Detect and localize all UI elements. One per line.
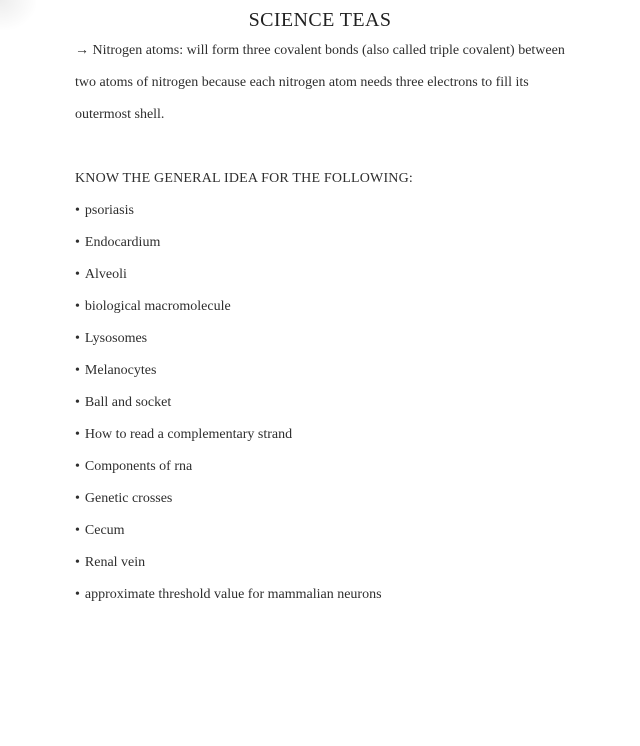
bullet-marker: •	[75, 459, 80, 474]
list-item-label: Cecum	[84, 523, 125, 538]
section-heading: KNOW THE GENERAL IDEA FOR THE FOLLOWING:	[75, 171, 414, 186]
list-item-label: psoriasis	[84, 203, 134, 218]
paragraph-line: outermost shell.	[75, 107, 165, 122]
list-item	[75, 227, 585, 259]
list-item	[75, 323, 585, 355]
list-item	[75, 291, 585, 323]
bullet-marker: •	[75, 299, 80, 314]
list-item	[75, 547, 585, 579]
bullet-marker: •	[75, 203, 80, 218]
list-item	[75, 419, 585, 451]
bullet-marker: •	[75, 363, 80, 378]
bullet-marker: •	[75, 331, 80, 346]
list-item-label: Genetic crosses	[84, 491, 173, 506]
list-item	[75, 515, 585, 547]
page-title: SCIENCE TEAS	[248, 9, 392, 31]
list-item-label: biological macromolecule	[84, 299, 231, 314]
bullet-marker: •	[75, 395, 80, 410]
bullet-marker: •	[75, 491, 80, 506]
paragraph-line: → Nitrogen atoms: will form three covalent bonds (also called triple covalent) between	[75, 43, 565, 58]
list-item-label: approximate threshold value for mammalian neurons	[84, 587, 382, 602]
list-item-label: Components of rna	[84, 459, 193, 474]
list-item-label: Alveoli	[84, 267, 127, 282]
list-item-label: Melanocytes	[84, 363, 157, 378]
list-item	[75, 355, 585, 387]
list-item-label: Renal vein	[84, 555, 146, 570]
nitrogen-paragraph	[75, 35, 585, 131]
list-item-label: Endocardium	[84, 235, 161, 250]
bullet-marker: •	[75, 267, 80, 282]
list-item	[75, 579, 585, 611]
list-item	[75, 259, 585, 291]
paragraph-line: two atoms of nitrogen because each nitrogen atom needs three electrons to fill its	[75, 75, 529, 90]
list-item-label: Lysosomes	[84, 331, 148, 346]
list-item-label: Ball and socket	[84, 395, 172, 410]
bullet-marker: •	[75, 235, 80, 250]
list-item	[75, 387, 585, 419]
document-body	[75, 35, 585, 611]
bullet-marker: •	[75, 427, 80, 442]
list-item	[75, 451, 585, 483]
list-item	[75, 483, 585, 515]
bullet-marker: •	[75, 523, 80, 538]
study-topic-list	[75, 195, 585, 611]
list-item	[75, 195, 585, 227]
list-item-label: How to read a complementary strand	[84, 427, 293, 442]
bullet-marker: •	[75, 555, 80, 570]
bullet-marker: •	[75, 587, 80, 602]
